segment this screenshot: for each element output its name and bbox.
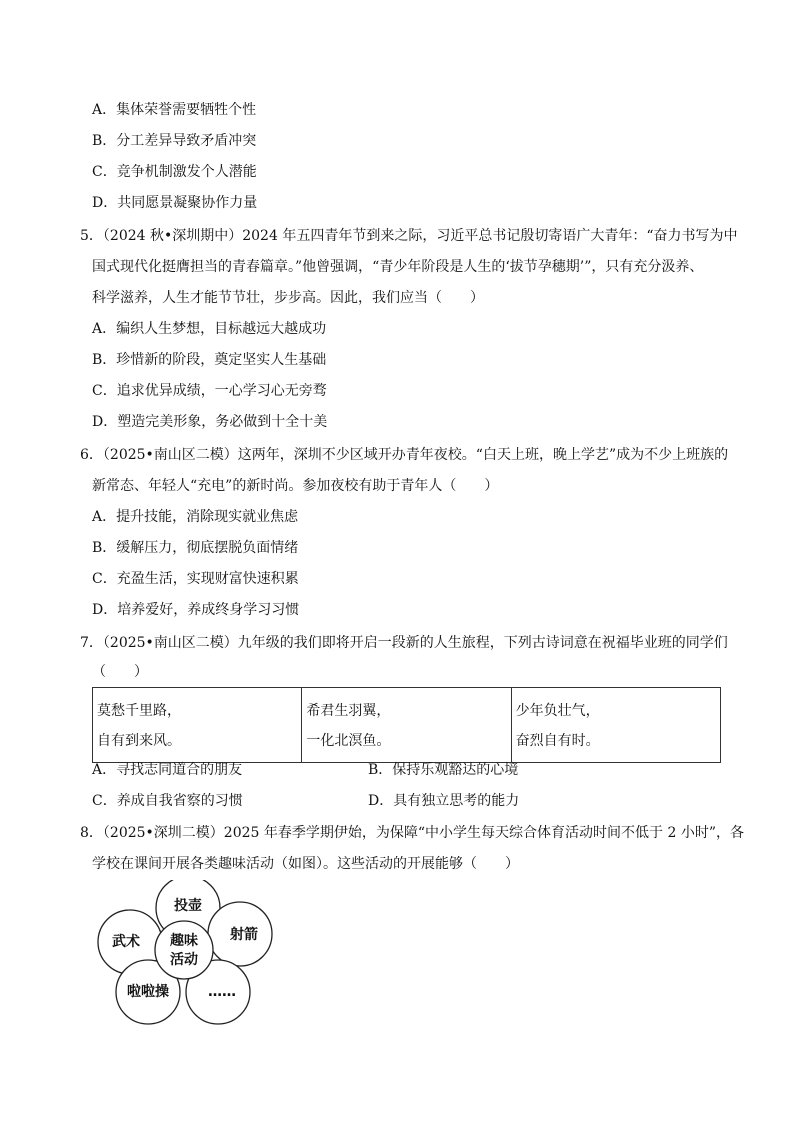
poem2-line1: 希君生羽翼， — [306, 703, 391, 719]
poem-cell-2 — [302, 688, 511, 763]
poem3-line2: 奋烈自有时。 — [515, 733, 600, 749]
q4-option-b: B．分工差异导致矛盾冲突 — [92, 133, 257, 149]
q4-option-c: C．竞争机制激发个人潜能 — [92, 164, 257, 180]
q7-option-d: D．具有独立思考的能力 — [368, 793, 520, 809]
poem1-line1: 莫愁千里路， — [97, 703, 181, 719]
poem1-line2: 自有到来风。 — [97, 733, 181, 749]
q5-stem-line2: 国式现代化挺膺担当的青春篇章。”他曾强调，“青少年阶段是人生的‘拔节孕穗期’”，只有充分汲养、 — [92, 259, 704, 275]
label-lalacao: 啦啦操 — [127, 984, 169, 1000]
poem-table — [92, 687, 721, 763]
q7-stem-line1: 7．（2025•南山区二模）九年级的我们即将开启一段新的人生旅程，下列古诗词意在祝福毕业班的同学们 — [80, 635, 728, 651]
q5-option-c: C．追求优异成绩，一心学习心无旁骛 — [92, 383, 327, 399]
poem-cell-3 — [511, 688, 720, 763]
q6-stem-line1: 6．（2025•南山区二模）这两年，深圳不少区域开办青年夜校。“白天上班，晚上学艺”成为不少上班族的 — [80, 447, 729, 463]
q5-stem-line3: 科学滋养，人生才能节节壮，步步高。因此，我们应当（ ） — [92, 290, 484, 306]
q8-stem-line1: 8．（2025•深圳二模）2025 年春季学期伊始，为保障“中小学生每天综合体育活动时间不低于 2 小时”，各 — [80, 825, 744, 841]
q6-option-a: A．提升技能，消除现实就业焦虑 — [92, 509, 299, 525]
q6-option-b: B．缓解压力，彻底摆脱负面情绪 — [92, 540, 299, 556]
q5-option-d: D．塑造完美形象，务必做到十全十美 — [92, 414, 328, 430]
label-wushu: 武术 — [112, 934, 140, 950]
q5-option-b: B．珍惜新的阶段，奠定坚实人生基础 — [92, 352, 327, 368]
q8-stem-line2: 学校在课间开展各类趣味活动（如图）。这些活动的开展能够（ ） — [92, 856, 519, 872]
q7-option-a: A．寻找志同道合的朋友 — [92, 762, 243, 778]
activity-flower-diagram — [92, 880, 282, 1030]
q7-option-b: B．保持乐观豁达的心境 — [368, 762, 519, 778]
label-ellipsis: …… — [208, 984, 236, 1000]
q5-option-a: A．编织人生梦想，目标越远大越成功 — [92, 321, 327, 337]
q7-stem-line2: （ ） — [92, 664, 148, 680]
q4-option-a: A．集体荣誉需要牺牲个性 — [92, 102, 257, 118]
q4-option-d: D．共同愿景凝聚协作力量 — [92, 195, 258, 211]
q6-stem-line2: 新常态、年轻人“充电”的新时尚。参加夜校有助于青年人（ ） — [92, 478, 499, 494]
label-touhu: 投壶 — [174, 898, 202, 914]
poem-cell-1 — [93, 688, 302, 763]
label-sheji: 射箭 — [230, 927, 258, 943]
poem2-line2: 一化北溟鱼。 — [306, 733, 391, 749]
q7-option-c: C．养成自我省察的习惯 — [92, 793, 243, 809]
label-center-1: 趣味 — [170, 933, 198, 949]
label-center-2: 活动 — [170, 952, 198, 968]
poem3-line1: 少年负壮气， — [515, 703, 600, 719]
circle-center — [155, 921, 213, 979]
q5-stem-line1: 5．（2024 秋•深圳期中）2024 年五四青年节到来之际，习近平总书记殷切寄语广大青年：“奋力书写为中 — [80, 228, 738, 244]
q6-option-d: D．培养爱好，养成终身学习习惯 — [92, 602, 300, 618]
q6-option-c: C．充盈生活，实现财富快速积累 — [92, 571, 299, 587]
